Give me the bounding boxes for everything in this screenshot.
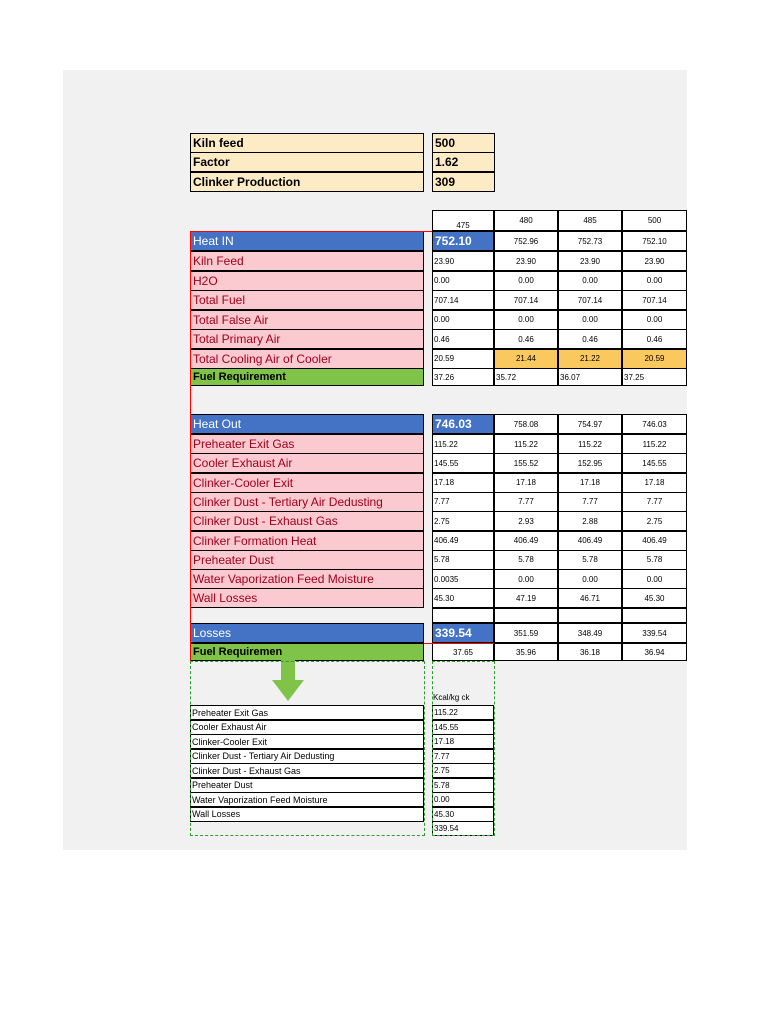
heat-in-value[interactable]: 21.44: [494, 349, 558, 369]
heat-in-value[interactable]: 23.90: [558, 251, 622, 271]
input-label[interactable]: Kiln feed: [190, 133, 424, 153]
column-header[interactable]: 485: [558, 210, 622, 231]
summary-row-value[interactable]: 17.18: [432, 734, 494, 749]
heat-out-row-label[interactable]: Preheater Exit Gas: [190, 434, 424, 454]
summary-row-value[interactable]: 5.78: [432, 778, 494, 793]
heat-in-value[interactable]: 21.22: [558, 349, 622, 369]
heat-out-value[interactable]: 145.55: [432, 453, 494, 473]
input-label[interactable]: Clinker Production: [190, 172, 424, 192]
heat-out-value[interactable]: 406.49: [622, 531, 687, 551]
heat-out-value[interactable]: 5.78: [432, 550, 494, 570]
heat-in-value[interactable]: 23.90: [494, 251, 558, 271]
empty-cell[interactable]: [558, 608, 622, 623]
heat-in-value[interactable]: 0.00: [622, 271, 687, 291]
heat-out-total[interactable]: 758.08: [494, 414, 558, 434]
heat-in-value[interactable]: 707.14: [432, 290, 494, 310]
column-header[interactable]: 475: [432, 210, 494, 231]
fuel-requiremen-label[interactable]: Fuel Requiremen: [190, 643, 424, 661]
heat-in-value[interactable]: 20.59: [622, 349, 687, 369]
summary-row-label[interactable]: Wall Losses: [190, 807, 424, 822]
summary-row-value[interactable]: 145.55: [432, 720, 494, 735]
heat-in-value[interactable]: 0.46: [432, 329, 494, 349]
heat-out-value[interactable]: 0.00: [558, 569, 622, 589]
heat-out-value[interactable]: 17.18: [494, 473, 558, 493]
summary-row-label[interactable]: Preheater Exit Gas: [190, 705, 424, 720]
empty-cell[interactable]: [494, 608, 558, 623]
summary-row-label[interactable]: Cooler Exhaust Air: [190, 720, 424, 735]
fuel-requirement-value[interactable]: 36.07: [558, 368, 622, 386]
summary-row-value[interactable]: 2.75: [432, 763, 494, 778]
empty-cell[interactable]: [622, 608, 687, 623]
heat-out-row-label[interactable]: Preheater Dust: [190, 550, 424, 570]
summary-row-value[interactable]: 0.00: [432, 792, 494, 807]
heat-out-value[interactable]: 145.55: [622, 453, 687, 473]
summary-row-value[interactable]: 45.30: [432, 807, 494, 822]
heat-in-total[interactable]: 752.10: [432, 231, 494, 251]
heat-out-row-label[interactable]: Cooler Exhaust Air: [190, 453, 424, 473]
summary-row-label[interactable]: Preheater Dust: [190, 778, 424, 793]
heat-out-value[interactable]: 406.49: [558, 531, 622, 551]
heat-out-value[interactable]: 5.78: [622, 550, 687, 570]
heat-in-value[interactable]: 23.90: [622, 251, 687, 271]
heat-out-value[interactable]: 406.49: [494, 531, 558, 551]
heat-in-value[interactable]: 707.14: [622, 290, 687, 310]
input-value[interactable]: 309: [432, 172, 495, 192]
heat-in-row-label[interactable]: H2O: [190, 271, 424, 291]
losses-header[interactable]: Losses: [190, 623, 424, 643]
heat-out-value[interactable]: 46.71: [558, 588, 622, 608]
heat-out-value[interactable]: 5.78: [558, 550, 622, 570]
summary-row-label[interactable]: Clinker Dust - Tertiary Air Dedusting: [190, 749, 424, 764]
heat-in-value[interactable]: 0.00: [494, 310, 558, 330]
fuel-requiremen-value[interactable]: 36.18: [558, 643, 622, 661]
losses-value[interactable]: 339.54: [622, 623, 687, 643]
heat-in-value[interactable]: 0.46: [494, 329, 558, 349]
heat-in-value[interactable]: 23.90: [432, 251, 494, 271]
summary-row-label[interactable]: Water Vaporization Feed Moisture: [190, 792, 424, 807]
fuel-requiremen-value[interactable]: 37.65: [432, 643, 494, 661]
heat-out-row-label[interactable]: Clinker Dust - Exhaust Gas: [190, 511, 424, 531]
heat-out-value[interactable]: 17.18: [622, 473, 687, 493]
heat-in-total[interactable]: 752.73: [558, 231, 622, 251]
heat-out-row-label[interactable]: Clinker-Cooler Exit: [190, 473, 424, 493]
heat-in-row-label[interactable]: Total False Air: [190, 310, 424, 330]
heat-in-value[interactable]: 20.59: [432, 349, 494, 369]
heat-out-value[interactable]: 5.78: [494, 550, 558, 570]
heat-out-row-label[interactable]: Clinker Dust - Tertiary Air Dedusting: [190, 492, 424, 512]
heat-out-value[interactable]: 17.18: [558, 473, 622, 493]
heat-out-value[interactable]: 406.49: [432, 531, 494, 551]
heat-out-row-label[interactable]: Wall Losses: [190, 588, 424, 608]
summary-total[interactable]: 339.54: [432, 821, 494, 836]
column-header[interactable]: 500: [622, 210, 687, 231]
heat-out-value[interactable]: 0.0035: [432, 569, 494, 589]
heat-out-value[interactable]: 7.77: [558, 492, 622, 512]
fuel-requirement-value[interactable]: 37.26: [432, 368, 494, 386]
heat-out-row-label[interactable]: Water Vaporization Feed Moisture: [190, 569, 424, 589]
heat-out-header[interactable]: Heat Out: [190, 414, 424, 434]
heat-in-total[interactable]: 752.10: [622, 231, 687, 251]
heat-out-value[interactable]: 7.77: [622, 492, 687, 512]
heat-out-value[interactable]: 45.30: [622, 588, 687, 608]
column-header[interactable]: 480: [494, 210, 558, 231]
heat-out-value[interactable]: 2.88: [558, 511, 622, 531]
selection-dashed-right: [432, 661, 495, 836]
fuel-requirement-label[interactable]: Fuel Requirement: [190, 368, 424, 386]
unit-header[interactable]: Kcal/kg ck: [433, 693, 470, 702]
heat-out-value[interactable]: 115.22: [432, 434, 494, 454]
heat-in-row-label[interactable]: Total Cooling Air of Cooler: [190, 349, 424, 369]
heat-in-value[interactable]: 0.46: [558, 329, 622, 349]
heat-in-row-label[interactable]: Kiln Feed: [190, 251, 424, 271]
heat-out-value[interactable]: 0.00: [622, 569, 687, 589]
heat-out-value[interactable]: 115.22: [558, 434, 622, 454]
range-outline-left: [190, 231, 191, 661]
empty-cell[interactable]: [432, 608, 494, 623]
heat-in-value[interactable]: 707.14: [494, 290, 558, 310]
heat-in-value[interactable]: 0.46: [622, 329, 687, 349]
heat-out-value[interactable]: 7.77: [432, 492, 494, 512]
heat-in-value[interactable]: 0.00: [622, 310, 687, 330]
heat-out-value[interactable]: 2.75: [622, 511, 687, 531]
heat-out-value[interactable]: 155.52: [494, 453, 558, 473]
heat-out-value[interactable]: 152.95: [558, 453, 622, 473]
heat-out-value[interactable]: 2.93: [494, 511, 558, 531]
heat-in-value[interactable]: 0.00: [432, 310, 494, 330]
summary-row-value[interactable]: 115.22: [432, 705, 494, 720]
range-outline-top: [190, 231, 432, 232]
heat-out-value[interactable]: 2.75: [432, 511, 494, 531]
fuel-requiremen-value[interactable]: 35.96: [494, 643, 558, 661]
input-label[interactable]: Factor: [190, 152, 424, 172]
heat-in-value[interactable]: 0.00: [558, 271, 622, 291]
heat-in-total[interactable]: 752.96: [494, 231, 558, 251]
heat-out-value[interactable]: 115.22: [494, 434, 558, 454]
heat-out-value[interactable]: 0.00: [494, 569, 558, 589]
heat-out-value[interactable]: 45.30: [432, 588, 494, 608]
range-outline-bottom: [424, 643, 494, 644]
heat-out-total[interactable]: 746.03: [432, 414, 494, 434]
fuel-requiremen-value[interactable]: 36.94: [622, 643, 687, 661]
heat-in-header[interactable]: Heat IN: [190, 231, 424, 251]
losses-value[interactable]: 351.59: [494, 623, 558, 643]
heat-out-value[interactable]: 17.18: [432, 473, 494, 493]
heat-in-value[interactable]: 0.00: [432, 271, 494, 291]
losses-value[interactable]: 348.49: [558, 623, 622, 643]
heat-out-total[interactable]: 754.97: [558, 414, 622, 434]
heat-in-value[interactable]: 0.00: [494, 271, 558, 291]
input-value[interactable]: 500: [432, 133, 495, 153]
input-value[interactable]: 1.62: [432, 152, 495, 172]
losses-value[interactable]: 339.54: [432, 623, 494, 643]
fuel-requirement-value[interactable]: 37.25: [622, 368, 687, 386]
heat-in-value[interactable]: 707.14: [558, 290, 622, 310]
heat-in-row-label[interactable]: Total Fuel: [190, 290, 424, 310]
heat-in-row-label[interactable]: Total Primary Air: [190, 329, 424, 349]
heat-in-value[interactable]: 0.00: [558, 310, 622, 330]
summary-row-label[interactable]: Clinker-Cooler Exit: [190, 734, 424, 749]
summary-row-value[interactable]: 7.77: [432, 749, 494, 764]
heat-out-value[interactable]: 115.22: [622, 434, 687, 454]
heat-out-value[interactable]: 7.77: [494, 492, 558, 512]
heat-out-total[interactable]: 746.03: [622, 414, 687, 434]
spreadsheet-sheet: [63, 70, 687, 850]
summary-row-label[interactable]: Clinker Dust - Exhaust Gas: [190, 763, 424, 778]
heat-out-value[interactable]: 47.19: [494, 588, 558, 608]
fuel-requirement-value[interactable]: 35.72: [494, 368, 558, 386]
selection-dashed-left: [190, 661, 425, 836]
heat-out-row-label[interactable]: Clinker Formation Heat: [190, 531, 424, 551]
